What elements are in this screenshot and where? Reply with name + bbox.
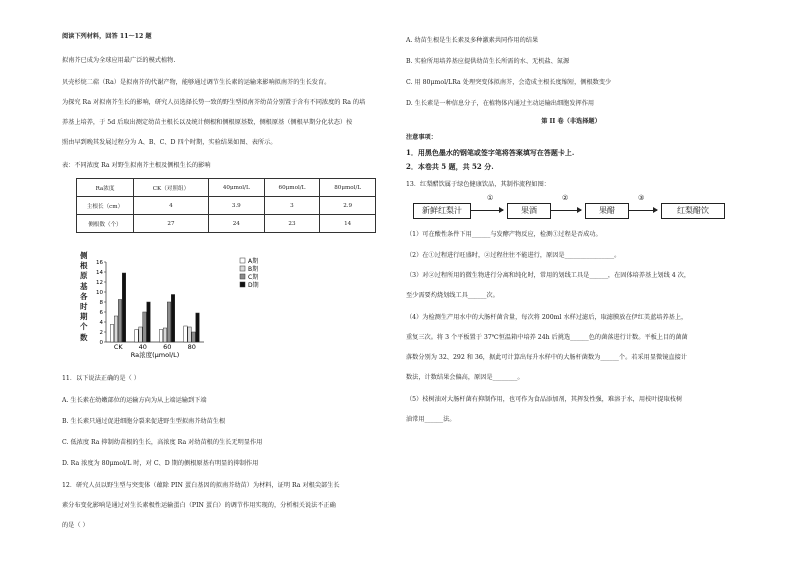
table-cell: 2.9: [320, 197, 376, 215]
y-tick-label: 6: [99, 310, 103, 316]
y-tick-label: 12: [96, 280, 103, 286]
x-tick-label: 80: [187, 343, 196, 351]
bar: [135, 330, 139, 343]
question-13-line: （1）可在酸性条件下用______与发酵产物反应，检测①过程是否成功。: [406, 231, 602, 238]
bar: [171, 295, 175, 343]
bar: [122, 273, 126, 342]
question-13-line: （5）枝树油对大肠杆菌有抑制作用，也可作为食品添加剂，其挥发性强，难溶于水，用枝叶提取枝树: [406, 396, 683, 403]
bar: [118, 300, 122, 343]
flow-step-label: ③: [638, 194, 645, 202]
flow-arrow: [471, 210, 503, 211]
table-header-cell: Ra浓度: [77, 179, 134, 197]
bar: [159, 330, 163, 343]
table-header-cell: CK（对照组）: [134, 179, 209, 197]
flow-box-vinegar: 果醋: [585, 203, 629, 219]
table-cell: 27: [134, 215, 209, 233]
question-11-option-b: B. 生长素只通过促进细胞分裂来促进野生型拟南芥幼苗生根: [62, 418, 226, 425]
question-12-option-a: A. 幼苗生根是生长素及多种激素共同作用的结果: [406, 37, 539, 44]
question-13-line: 落数分别为 32、292 和 36，据此可计算出每升水样中的大肠杆菌数为______个。若采用显微镜直接计: [406, 354, 687, 361]
bar: [143, 312, 147, 342]
table-header-cell: 80μmol/L: [320, 179, 376, 197]
y-tick-label: 0: [99, 340, 103, 346]
legend-swatch: [240, 274, 245, 279]
question-13-line: 重复三次。将 3 个平板置于 37℃恒温箱中培养 24h 后挑选______色的菌落进行计数。平板上目的菌菌: [406, 334, 688, 341]
legend-label: B期: [248, 266, 259, 273]
question-12-line: 12．研究人员以野生型与突变体（蕴除 PIN 蛋白基因的拟南芥幼苗）为材料，证明 Ra 对根尖部生长: [62, 482, 340, 489]
intro-line: 拟南芥已成为全球应用最广泛的模式植物.: [62, 57, 176, 64]
question-13-stem: 13．红梨醋饮属于绿色健康饮品，其制作流程如图：: [406, 181, 550, 188]
question-13-line: 数法，计数结果会偏高，原因是________。: [406, 374, 524, 381]
y-tick-label: 16: [96, 260, 103, 266]
question-11-option-a: A. 生长素在幼嫩部位的运输方向为从上端运输到下端: [62, 397, 207, 404]
bar: [147, 302, 151, 342]
legend-label: C期: [248, 274, 259, 281]
note-item: 2．本卷共 5 题，共 52 分.: [406, 162, 494, 171]
question-12-line: 的是（ ）: [62, 522, 89, 529]
bar: [196, 313, 200, 342]
table-row: [77, 215, 376, 233]
legend-swatch: [240, 282, 245, 287]
table-header-cell: 60μmol/L: [264, 179, 320, 197]
results-table: [76, 178, 376, 233]
flow-step-label: ②: [562, 194, 569, 202]
question-12-option-d: D. 生长素是一种信息分子，在植物体内通过主动运输出细胞发挥作用: [406, 100, 595, 107]
y-tick-label: 10: [96, 290, 103, 296]
x-axis-label: Ra浓度(μmol/L): [130, 351, 180, 359]
paragraph-line: 为探究 Ra 对拟南芥生长的影响，研究人员选择长势一致的野生型拟南芥幼苗分别置于含有不同浓度的 Ra 的培: [62, 99, 366, 106]
question-11-option-d: D. Ra 浓度为 80μmol/L 时，对 C、D 期的侧根原基有明显的抑制作用: [62, 460, 259, 467]
question-13-line: （4）为检测生产用水中的大肠杆菌含量，每次将 200ml 水样过滤后，取滤膜放在伊红美蓝培养基上，: [406, 314, 688, 321]
bar-chart: [90, 254, 280, 366]
table-cell: 主根长（cm）: [77, 197, 134, 215]
table-row: [77, 197, 376, 215]
section-title: 第 II 卷（非选择题）: [541, 118, 601, 125]
legend-label: A期: [248, 258, 259, 265]
bar: [192, 332, 196, 342]
table-cell: 3.9: [208, 197, 264, 215]
bar: [139, 327, 143, 342]
note-item: 1．用黑色墨水的钢笔或签字笔将答案填写在答题卡上.: [406, 148, 575, 157]
y-tick-label: 8: [99, 300, 103, 306]
question-12-line: 素分布变化影响是通过对生长素极性运输蛋白（PIN 蛋白）的调节作用实现的，分析相关说法不正确: [62, 502, 336, 509]
y-tick-label: 2: [99, 330, 103, 336]
table-cell: 3: [264, 197, 320, 215]
question-13-line: 油常用______法。: [406, 416, 456, 423]
bar: [188, 327, 192, 342]
table-header-row: [77, 179, 376, 197]
question-12-option-b: B. 实验所用培养基应提供幼苗生长所需的水、无机盐、氮源: [406, 58, 570, 65]
bar: [114, 316, 118, 342]
table-cell: 23: [264, 215, 320, 233]
flow-box-drink: 红梨醋饮: [661, 203, 725, 219]
flow-arrow: [551, 210, 581, 211]
notes-title: 注意事项：: [406, 134, 437, 141]
question-11-option-c: C. 低浓度 Ra 抑制幼苗根的生长，高浓度 Ra 对幼苗根的生长无明显作用: [62, 439, 263, 446]
table-header-cell: 40μmol/L: [208, 179, 264, 197]
y-tick-label: 4: [99, 320, 103, 326]
paragraph-line: 养基上培养，于 5d 后取出测定幼苗主根长以及统计侧根和侧根原基数，侧根原基（侧根早期分化状态）按: [62, 119, 353, 126]
x-tick-label: 40: [138, 343, 147, 351]
table-cell: 4: [134, 197, 209, 215]
question-11-stem: 11．以下说法正确的是（ ）: [62, 375, 140, 382]
question-13-line: （2）在①过程进行旺盛时，②过程往往不能进行，原因是________________。: [406, 252, 621, 259]
flow-box-wine: 果酒: [507, 203, 551, 219]
table-caption: 表：不同浓度 Ra 对野生拟南芥主根及侧根生长的影响: [62, 162, 211, 169]
chart-ylabel: 侧根原基各时期个数: [80, 251, 88, 342]
table-cell: 14: [320, 215, 376, 233]
y-tick-label: 14: [96, 270, 103, 276]
bar: [110, 325, 114, 343]
section-header: 阅读下列材料，回答 11～12 题: [62, 33, 152, 40]
x-tick-label: 60: [163, 343, 172, 351]
paragraph-line: 贝壳杉烷二萜（Ra）是拟南芥的代谢产物，能够通过调节生长素的运输来影响拟南芥的生长发育。: [62, 79, 331, 86]
legend-swatch: [240, 266, 245, 271]
question-13-line: 至少需要灼烧划线工具______次。: [406, 292, 499, 299]
x-tick-label: CK: [113, 343, 123, 351]
legend-swatch: [240, 258, 245, 263]
table-cell: 侧根数（个）: [77, 215, 134, 233]
flow-arrow: [629, 210, 657, 211]
legend-label: D期: [248, 282, 259, 289]
question-12-option-c: C. 用 80μmol/LRa 处理突变体拟南芥，会造成主根长度缩短，侧根数变少: [406, 79, 612, 86]
bar: [184, 326, 188, 342]
table-cell: 24: [208, 215, 264, 233]
flow-step-label: ①: [487, 194, 494, 202]
bar: [163, 328, 167, 342]
flow-box-juice: 新鲜红梨汁: [413, 203, 471, 219]
bar: [167, 302, 171, 342]
paragraph-line: 照由早到晚其发展过程分为 A、B、C、D 四个时期，实验结果如图、表所示。: [62, 139, 277, 146]
question-13-line: （3）对②过程所用的微生物进行分离和纯化时，常用的划线工具是______，在固体培养基上划线 4 次，: [406, 272, 691, 279]
